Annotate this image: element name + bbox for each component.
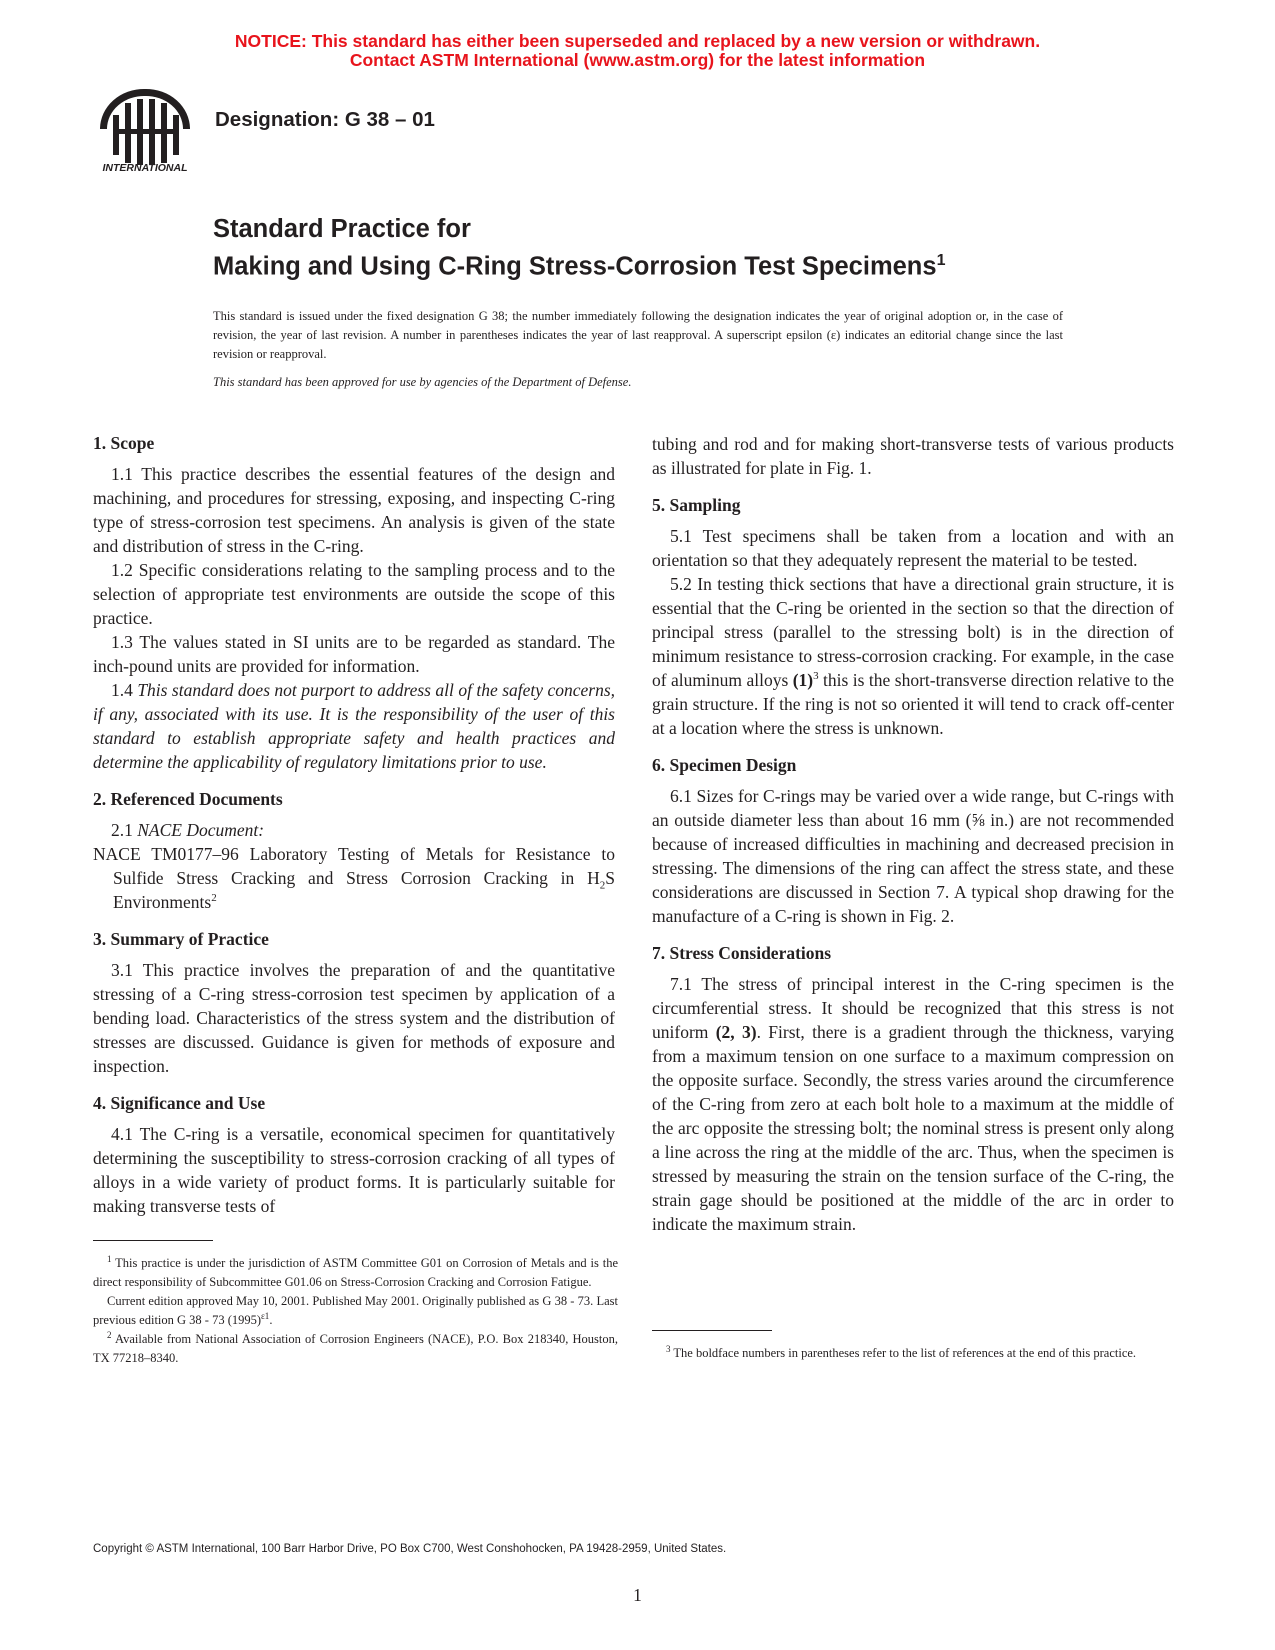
footnote-rule-left xyxy=(93,1240,213,1241)
section-7-heading: 7. Stress Considerations xyxy=(652,943,832,963)
para-1-3: 1.3 The values stated in SI units are to be regarded as standard. The inch-pound units are provided for information. xyxy=(93,632,615,676)
title-line-2 xyxy=(213,245,945,283)
para-4-1: 4.1 The C-ring is a versatile, economical specimen for quantitatively determining the susceptibility to stress-corrosion cracking of all types of alloys in a wide variety of product forms. It is particularly suitable for making transverse tests of xyxy=(93,1124,615,1216)
title-line-1: Standard Practice for xyxy=(213,215,471,243)
section-4-heading: 4. Significance and Use xyxy=(93,1093,266,1113)
para-7-1 xyxy=(652,972,1174,1236)
reference-nace-footnote-mark: 2 xyxy=(211,892,217,905)
section-1-heading: 1. Scope xyxy=(93,433,155,453)
footnote-rule-right xyxy=(652,1330,772,1331)
section-3-heading: 3. Summary of Practice xyxy=(93,929,269,949)
footnotes-right xyxy=(652,1344,1174,1363)
approval-note: This standard has been approved for use by agencies of the Department of Defense. xyxy=(213,375,632,389)
footnote-1-edition xyxy=(93,1292,618,1330)
footnote-1-epsilon: ε1 xyxy=(261,1310,270,1321)
footnote-1-mark: 1 xyxy=(107,1253,112,1264)
footnote-1-edition-text: Current edition approved May 10, 2001. Published May 2001. Originally published as G 38 - 73. Last previous edition G 38 - 73 (1995) xyxy=(93,1294,618,1327)
footnote-2-text: Available from National Association of Corrosion Engineers (NACE), P.O. Box 218340, Houston, TX 77218–8340. xyxy=(93,1332,618,1365)
footnote-2 xyxy=(93,1330,618,1368)
para-5-2 xyxy=(652,572,1174,740)
para-4-1-continued: tubing and rod and for making short-transverse tests of various products as illustrated for plate in Fig. 1. xyxy=(652,434,1174,478)
title-line-2-text: Making and Using C-Ring Stress-Corrosion Test Specimens xyxy=(213,252,937,281)
para-5-2-reference: (1) xyxy=(792,670,814,690)
title-footnote-mark: 1 xyxy=(936,252,946,269)
para-5-2-text-end: this is the short-transverse direction relative to the grain structure. If the ring is not so oriented it will tend to crack off-center at a location where the stress is unknown. xyxy=(652,670,1174,738)
para-2-1-text: NACE Document: xyxy=(137,820,265,840)
para-5-1: 5.1 Test specimens shall be taken from a location and with an orientation so that they adequately represent the material to be tested. xyxy=(652,526,1174,570)
logo-wordmark: INTERNATIONAL xyxy=(102,162,188,174)
para-1-1: 1.1 This practice describes the essential features of the design and machining, and procedures for stressing, exposing, and inspecting C-ring type of stress-corrosion test specimens. An analysis is given of the state and distribution of stress in the C-ring. xyxy=(93,464,615,556)
notice-line-1: NOTICE: This standard has either been superseded and replaced by a new version or withdrawn. xyxy=(234,31,1041,51)
footnote-2-mark: 2 xyxy=(107,1329,112,1340)
reference-nace xyxy=(93,842,615,914)
para-2-1 xyxy=(93,818,615,842)
reference-nace-text-end: S Environments xyxy=(113,868,615,912)
section-2-heading: 2. Referenced Documents xyxy=(93,789,283,809)
section-6-heading: 6. Specimen Design xyxy=(652,755,797,775)
page-number: 1 xyxy=(633,1585,642,1605)
footnote-1-edition-end: . xyxy=(269,1313,273,1327)
footnote-1-text: This practice is under the jurisdiction of ASTM Committee G01 on Corrosion of Metals and is the direct responsibility of Subcommittee G01.06 on Stress-Corrosion Cracking and Corrosion Fatigue. xyxy=(93,1256,618,1289)
para-7-1-text: 7.1 The stress of principal interest in the C-ring specimen is the circumferential stress. It should be recognized that this stress is not uniform xyxy=(652,974,1174,1042)
notice-line-2: Contact ASTM International (www.astm.org) for the latest information xyxy=(349,50,926,70)
notice-banner xyxy=(0,32,1275,70)
right-column xyxy=(652,432,1174,1236)
para-5-2-footnote-mark: 3 xyxy=(813,670,819,683)
reference-nace-text: NACE TM0177–96 Laboratory Testing of Metals for Resistance to Sulfide Stress Cracking and Stress Corrosion Cracking in H xyxy=(93,844,615,888)
para-1-2: 1.2 Specific considerations relating to the sampling process and to the selection of appropriate test environments are outside the scope of this practice. xyxy=(93,560,615,628)
footnote-1 xyxy=(93,1254,618,1292)
left-column xyxy=(93,432,615,1218)
copyright-line: Copyright © ASTM International, 100 Barr Harbor Drive, PO Box C700, West Conshohocken, PA 19428-2959, United States. xyxy=(93,1543,727,1555)
astm-logo xyxy=(93,85,198,190)
para-7-1-text-end: . First, there is a gradient through the thickness, varying from a maximum tension on one surface to a maximum compression on the opposite surface. Secondly, the stress varies around the circumference of the C-ring from zero at each bolt hole to a maximum at the middle of the arc opposite the stressing bolt; the nominal stress is present only along a line across the ring at the middle of the arc. Thus, when the specimen is stressed by measuring the strain on the tension surface of the C-ring, the strain gage should be positioned at the middle of the arc in order to indicate the maximum strain. xyxy=(652,1022,1174,1234)
footnote-3 xyxy=(652,1344,1174,1363)
footnote-3-text: The boldface numbers in parentheses refer to the list of references at the end of this practice. xyxy=(670,1346,1137,1360)
designation: Designation: G 38 – 01 xyxy=(215,108,435,131)
section-5-heading: 5. Sampling xyxy=(652,495,741,515)
para-2-1-num: 2.1 xyxy=(111,820,138,840)
para-5-2-text: 5.2 In testing thick sections that have a directional grain structure, it is essential that the C-ring be oriented in the section so that the direction of principal stress (parallel to the stressing bolt) is in the direction of minimum resistance to stress-corrosion cracking. For example, in the case of aluminum alloys xyxy=(652,574,1174,690)
document-title xyxy=(213,214,945,283)
para-3-1: 3.1 This practice involves the preparation of and the quantitative stressing of a C-ring stress-corrosion test specimen by application of a bending load. Characteristics of the stress system and the distribution of stresses are discussed. Guidance is given for methods of exposure and inspection. xyxy=(93,960,615,1076)
para-1-4 xyxy=(93,678,615,774)
footnotes-left xyxy=(93,1254,618,1368)
para-1-4-text: This standard does not purport to address all of the safety concerns, if any, associated with its use. It is the responsibility of the user of this standard to establish appropriate safety and health practices and determine the applicability of regulatory limitations prior to use. xyxy=(93,680,616,772)
footnote-3-mark: 3 xyxy=(666,1343,671,1354)
reference-nace-subscript: 2 xyxy=(599,879,606,892)
para-1-4-num: 1.4 xyxy=(111,680,138,700)
para-6-1: 6.1 Sizes for C-rings may be varied over a wide range, but C-rings with an outside diameter less than about 16 mm (⅝ in.) are not recommended because of increased difficulties in machining and decreased precision in stressing. The dimensions of the ring can affect the stress state, and these considerations are discussed in Section 7. A typical shop drawing for the manufacture of a C-ring is shown in Fig. 2. xyxy=(652,786,1174,926)
para-7-1-reference: (2, 3) xyxy=(715,1022,757,1042)
issue-note: This standard is issued under the fixed designation G 38; the number immediately following the designation indicates the year of original adoption or, in the case of revision, the year of last revision. A number in parentheses indicates the year of last reapproval. A superscript epsilon (ε) indicates an editorial change since the last revision or reapproval. xyxy=(213,309,1063,361)
